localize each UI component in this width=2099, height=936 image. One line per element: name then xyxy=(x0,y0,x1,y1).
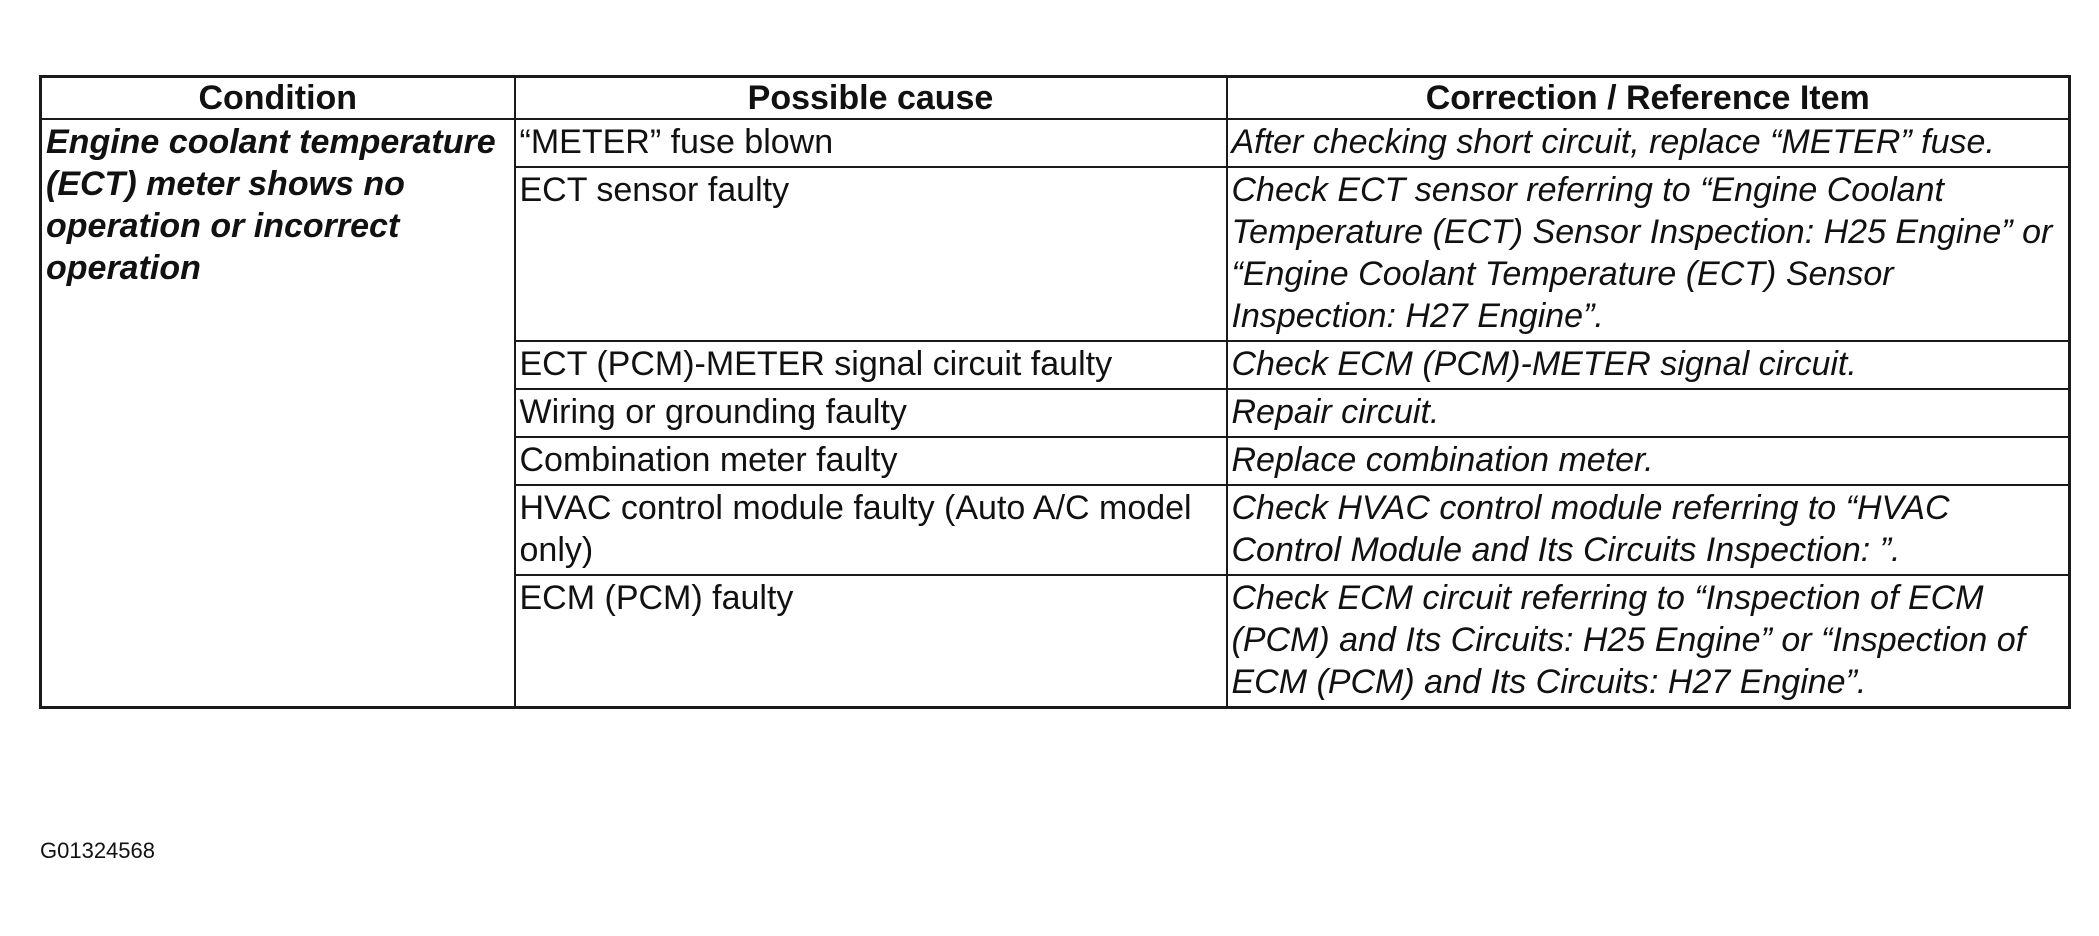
cause-cell: “METER” fuse blown xyxy=(515,119,1227,167)
cause-cell: ECT (PCM)-METER signal circuit faulty xyxy=(515,341,1227,389)
cause-cell: HVAC control module faulty (Auto A/C model only) xyxy=(515,485,1227,575)
header-possible-cause: Possible cause xyxy=(515,77,1227,120)
cause-cell: ECM (PCM) faulty xyxy=(515,575,1227,708)
header-correction: Correction / Reference Item xyxy=(1227,77,2070,120)
correction-cell: Check ECM circuit referring to “Inspection of ECM (PCM) and Its Circuits: H25 Engine” or “Inspection of ECM (PCM) and Its Circuits: H27 Engine”. xyxy=(1227,575,2070,708)
correction-cell: Check HVAC control module referring to “HVAC Control Module and Its Circuits Inspection: ”. xyxy=(1227,485,2070,575)
correction-cell: Check ECT sensor referring to “Engine Coolant Temperature (ECT) Sensor Inspection: H25 Engine” or “Engine Coolant Temperature (ECT) Sensor Inspection: H27 Engine”. xyxy=(1227,167,2070,341)
header-condition: Condition xyxy=(41,77,515,120)
cause-cell: Combination meter faulty xyxy=(515,437,1227,485)
cause-cell: ECT sensor faulty xyxy=(515,167,1227,341)
correction-cell: Check ECM (PCM)-METER signal circuit. xyxy=(1227,341,2070,389)
cause-cell: Wiring or grounding faulty xyxy=(515,389,1227,437)
condition-cell: Engine coolant temperature (ECT) meter shows no operation or incorrect operation xyxy=(41,119,515,708)
correction-cell: After checking short circuit, replace “METER” fuse. xyxy=(1227,119,2070,167)
table-header-row xyxy=(41,77,2070,120)
table-row xyxy=(41,119,2070,167)
diagnosis-table xyxy=(39,75,2071,709)
figure-id: G01324568 xyxy=(40,838,155,863)
correction-cell: Repair circuit. xyxy=(1227,389,2070,437)
correction-cell: Replace combination meter. xyxy=(1227,437,2070,485)
